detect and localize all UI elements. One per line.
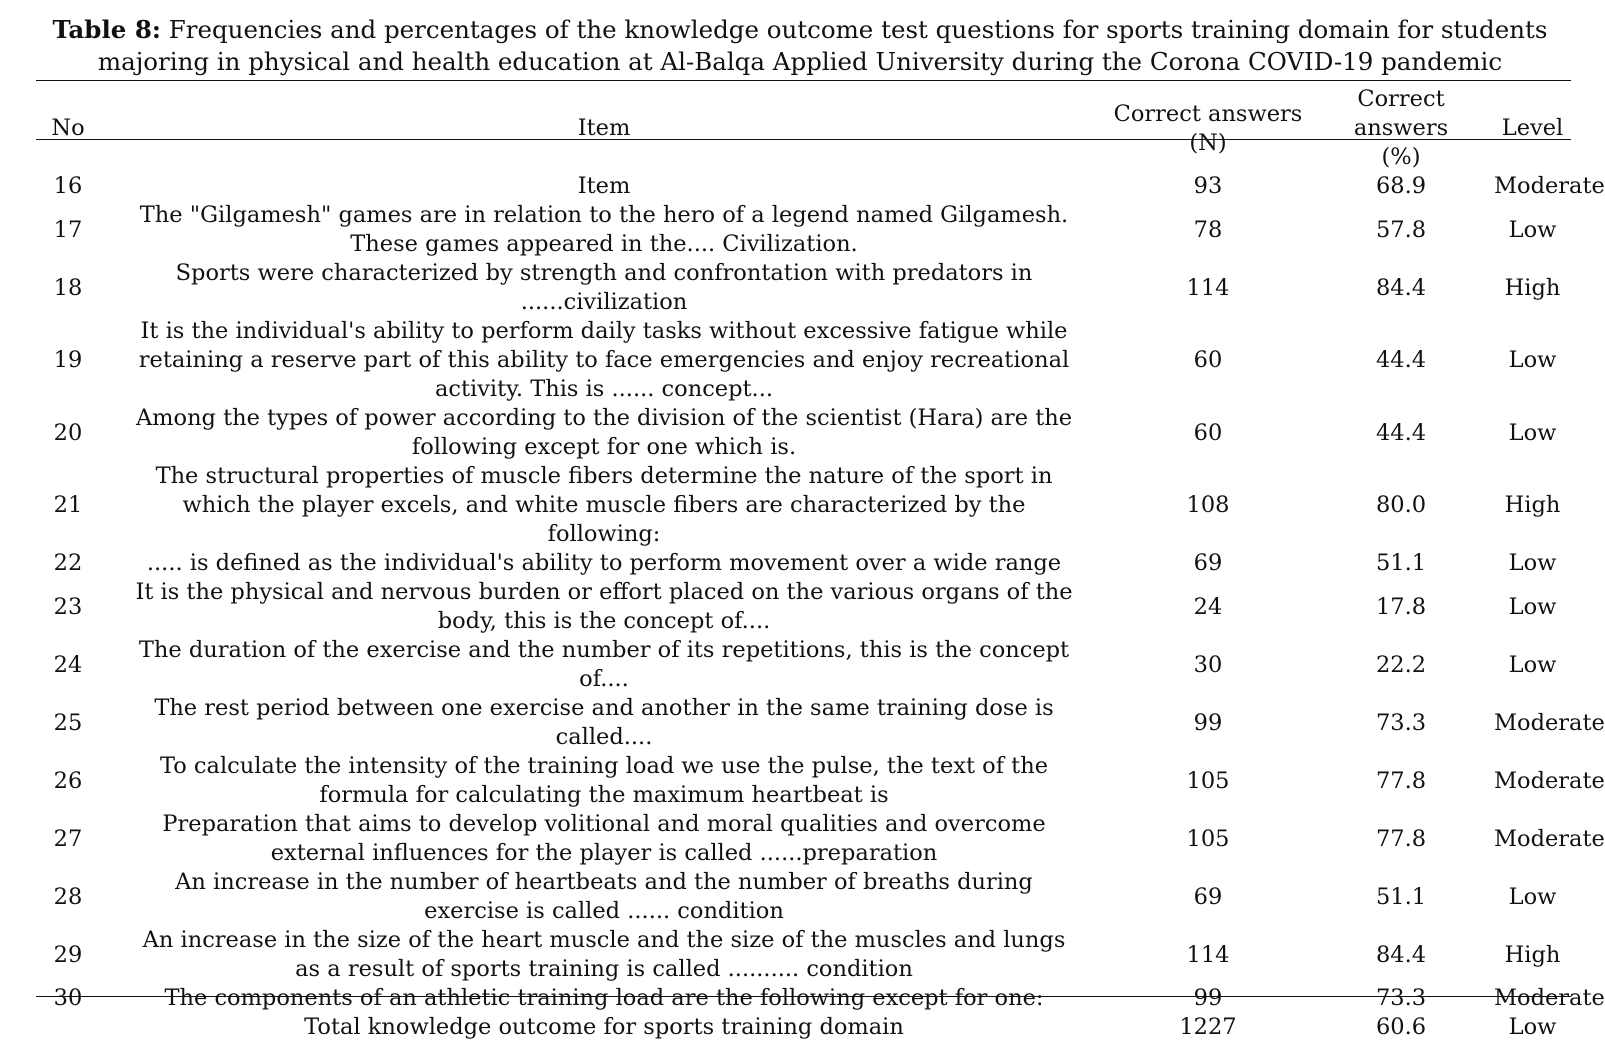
table-row	[36, 926, 1571, 984]
row-no: 20	[53, 419, 83, 446]
row-correct-n: 69	[1193, 550, 1223, 576]
row-item-line: Preparation that aims to develop volitional and moral qualities and overcome	[162, 811, 1046, 837]
row-item-line: retaining a reserve part of this ability to face emergencies and enjoy recreational	[138, 347, 1070, 373]
row-no: 16	[53, 173, 83, 199]
row-level: High	[1504, 941, 1561, 968]
row-correct-pct: 73.3	[1375, 709, 1427, 736]
total-row	[36, 1013, 1571, 1042]
header-row	[36, 85, 1571, 172]
row-correct-n: 93	[1193, 173, 1223, 199]
col-header-level: Level	[1501, 115, 1564, 141]
row-item	[100, 752, 1108, 810]
row-item	[100, 578, 1108, 636]
row-item-line: It is the physical and nervous burden or effort placed on the various organs of the	[135, 579, 1073, 605]
row-correct-pct: 51.1	[1375, 550, 1427, 576]
row-level: Moderate	[1494, 985, 1605, 1011]
row-level: Low	[1508, 593, 1557, 620]
row-level: Low	[1508, 651, 1557, 678]
row-no: 18	[53, 274, 83, 301]
table-row	[36, 984, 1571, 1013]
row-correct-n: 24	[1193, 593, 1223, 620]
row-correct-pct: 84.4	[1375, 941, 1427, 968]
row-item-line: It is the individual's ability to perform daily tasks without excessive fatigue while	[140, 318, 1068, 344]
row-correct-pct: 84.4	[1375, 274, 1427, 301]
row-correct-pct: 80.0	[1375, 492, 1427, 518]
table-row	[36, 462, 1571, 549]
row-item-line: following:	[547, 521, 661, 547]
row-no: 30	[53, 985, 83, 1011]
row-no: 19	[53, 347, 83, 373]
row-no: 26	[53, 767, 83, 794]
row-correct-n: 114	[1186, 941, 1230, 968]
row-item	[100, 549, 1108, 578]
row-correct-pct: 77.8	[1375, 825, 1427, 852]
table-row	[36, 172, 1571, 201]
caption-line-2: majoring in physical and health education at Al-Balqa Applied University during the Corona COVID-19 pandemic	[97, 47, 1503, 76]
row-item-line: The components of an athletic training load are the following except for one:	[164, 985, 1044, 1011]
row-level: Moderate	[1494, 173, 1605, 199]
col-header-correct-n-line1: Correct answers	[1113, 100, 1303, 127]
table-caption	[40, 14, 1560, 78]
row-correct-n: 105	[1186, 825, 1230, 852]
row-item-line: The structural properties of muscle fibers determine the nature of the sport in	[155, 463, 1053, 489]
row-correct-pct: 68.9	[1375, 173, 1427, 199]
row-item-line: ..... is defined as the individual's ability to perform movement over a wide range	[146, 550, 1062, 576]
caption-text-1: Frequencies and percentages of the knowledge outcome test questions for sports training domain for students	[168, 15, 1548, 44]
row-item-line: called....	[555, 724, 653, 750]
total-item: Total knowledge outcome for sports training domain	[304, 1014, 904, 1040]
row-correct-n: 69	[1193, 883, 1223, 910]
row-item-line: exercise is called ...... condition	[424, 898, 784, 924]
row-item-line: activity. This is ...... concept...	[434, 376, 774, 402]
row-correct-pct: 44.4	[1375, 347, 1427, 373]
col-header-correct-n-line2: (N)	[1189, 129, 1227, 156]
col-header-no: No	[51, 115, 85, 141]
row-item-line: which the player excels, and white muscle fibers are characterized by the	[182, 492, 1026, 518]
row-item	[100, 868, 1108, 926]
row-no: 28	[53, 883, 83, 910]
row-no: 25	[53, 709, 83, 736]
row-item-line: To calculate the intensity of the training load we use the pulse, the text of the	[159, 753, 1049, 779]
row-item-line: following except for one which is.	[411, 434, 797, 460]
table-row	[36, 201, 1571, 259]
row-item-line: An increase in the size of the heart muscle and the size of the muscles and lungs	[142, 927, 1066, 953]
table-row	[36, 404, 1571, 462]
row-correct-n: 30	[1193, 651, 1223, 678]
row-correct-pct: 57.8	[1375, 216, 1427, 243]
table-row	[36, 549, 1571, 578]
row-correct-pct: 22.2	[1375, 651, 1427, 678]
row-correct-n: 114	[1186, 274, 1230, 301]
row-item-line: ......civilization	[520, 289, 688, 315]
row-correct-pct: 77.8	[1375, 767, 1427, 794]
col-header-item: Item	[577, 115, 631, 141]
row-item-line: The "Gilgamesh" games are in relation to the hero of a legend named Gilgamesh.	[139, 202, 1069, 228]
table-row	[36, 317, 1571, 404]
row-item	[100, 201, 1108, 259]
row-correct-n: 105	[1186, 767, 1230, 794]
row-item	[100, 810, 1108, 868]
row-level: Moderate	[1494, 825, 1605, 852]
row-item-line: Sports were characterized by strength and confrontation with predators in	[175, 260, 1033, 286]
table-row	[36, 578, 1571, 636]
col-header-correct-n	[1108, 85, 1308, 172]
row-item	[100, 462, 1108, 549]
col-header-correct-pct	[1308, 85, 1494, 172]
row-level: Moderate	[1494, 767, 1605, 794]
row-level: High	[1504, 274, 1561, 301]
table-row	[36, 810, 1571, 868]
row-level: Moderate	[1494, 709, 1605, 736]
row-item	[100, 172, 1108, 201]
table-row	[36, 868, 1571, 926]
row-item	[100, 984, 1108, 1013]
table-row	[36, 694, 1571, 752]
caption-label: Table 8:	[52, 15, 161, 44]
row-item	[100, 636, 1108, 694]
table-row	[36, 752, 1571, 810]
row-item-line: These games appeared in the.... Civilization.	[350, 231, 858, 257]
row-no: 17	[53, 216, 83, 243]
total-level: Low	[1508, 1014, 1557, 1040]
row-item-line: The duration of the exercise and the number of its repetitions, this is the concept	[138, 637, 1070, 663]
row-level: Low	[1508, 550, 1557, 576]
row-level: Low	[1508, 347, 1557, 373]
row-no: 27	[53, 825, 83, 852]
col-header-correct-pct-line1: Correct answers	[1353, 86, 1449, 141]
row-item	[100, 926, 1108, 984]
row-item	[100, 404, 1108, 462]
row-level: Low	[1508, 883, 1557, 910]
row-no: 21	[53, 492, 83, 518]
row-correct-n: 78	[1193, 216, 1223, 243]
row-item-line: The rest period between one exercise and another in the same training dose is	[154, 695, 1054, 721]
table-row	[36, 259, 1571, 317]
row-correct-n: 60	[1193, 347, 1223, 373]
row-item-line: Item	[577, 173, 631, 199]
total-no	[36, 1013, 100, 1042]
row-level: Low	[1508, 216, 1557, 243]
row-no: 24	[53, 651, 83, 678]
row-correct-n: 99	[1193, 709, 1223, 736]
row-item-line: as a result of sports training is called .......... condition	[295, 956, 913, 982]
row-item-line: of....	[579, 666, 629, 692]
row-level: Low	[1508, 419, 1557, 446]
caption-line-1	[40, 14, 1560, 46]
table-row	[36, 636, 1571, 694]
frequencies-table	[36, 85, 1605, 1042]
row-correct-n: 60	[1193, 419, 1223, 446]
row-item	[100, 317, 1108, 404]
top-rule	[36, 80, 1571, 81]
row-no: 29	[53, 941, 83, 968]
row-item-line: external influences for the player is called ......preparation	[270, 840, 938, 866]
total-correct-n: 1227	[1179, 1014, 1237, 1040]
row-correct-pct: 44.4	[1375, 419, 1427, 446]
row-item-line: body, this is the concept of....	[437, 608, 771, 634]
col-header-correct-pct-line2: (%)	[1381, 144, 1421, 170]
row-item-line: Among the types of power according to the division of the scientist (Hara) are the	[135, 405, 1073, 431]
row-correct-pct: 17.8	[1375, 593, 1427, 620]
row-correct-n: 99	[1193, 985, 1223, 1011]
row-item-line: An increase in the number of heartbeats and the number of breaths during	[175, 869, 1033, 895]
row-item-line: formula for calculating the maximum heartbeat is	[319, 782, 889, 808]
row-item	[100, 259, 1108, 317]
row-correct-pct: 73.3	[1375, 985, 1427, 1011]
row-no: 22	[53, 550, 83, 576]
row-item	[100, 694, 1108, 752]
row-level: High	[1504, 492, 1561, 518]
row-correct-n: 108	[1186, 492, 1230, 518]
row-no: 23	[53, 593, 83, 620]
total-correct-pct: 60.6	[1375, 1014, 1427, 1040]
row-correct-pct: 51.1	[1375, 883, 1427, 910]
table-body	[36, 172, 1605, 1042]
